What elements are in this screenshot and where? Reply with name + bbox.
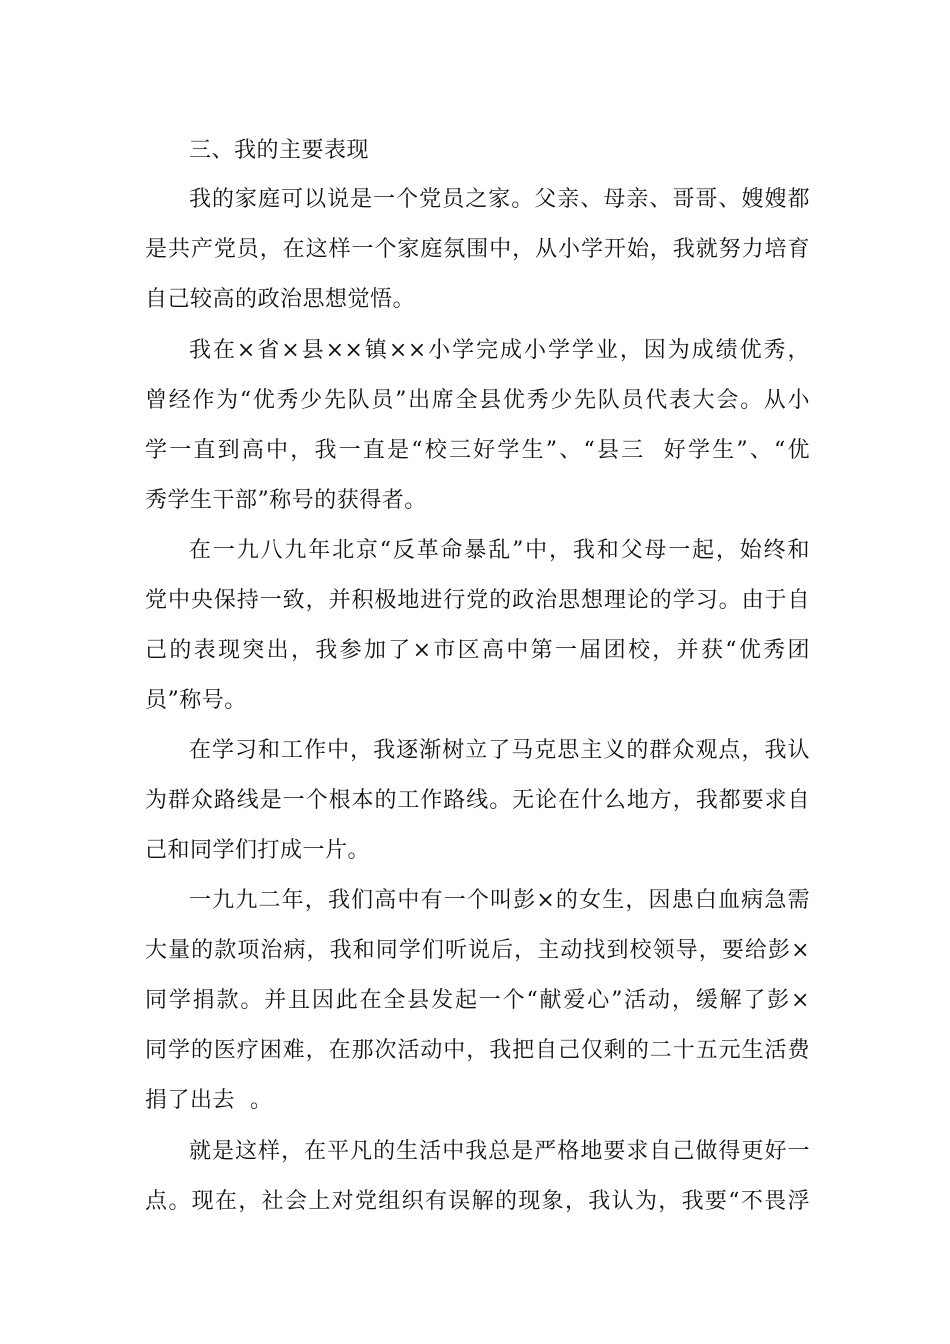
paragraph-3-line-4: 员”称号。: [145, 688, 247, 713]
section-heading: 三、我的主要表现: [189, 138, 370, 163]
paragraph-5-line-2: 大量的款项治病，我和同学们听说后，主动找到校领导，要给彭×: [145, 938, 810, 963]
paragraph-5-line-4: 同学的医疗困难，在那次活动中，我把自己仅剩的二十五元生活费: [145, 1038, 810, 1063]
paragraph-3-line-3: 己的表现突出，我参加了×市区高中第一届团校，并获“优秀团: [145, 638, 810, 663]
paragraph-2-line-3: 学一直到高中，我一直是“校三好学生”、“县三 好学生”、“优: [145, 438, 810, 463]
paragraph-2-line-1: 我在×省×县××镇××小学完成小学学业，因为成绩优秀，: [189, 338, 810, 363]
paragraph-6-line-1: 就是这样，在平凡的生活中我总是严格地要求自己做得更好一: [189, 1139, 810, 1164]
paragraph-3-line-2: 党中央保持一致，并积极地进行党的政治思想理论的学习。由于自: [145, 588, 810, 613]
paragraph-1-line-2: 是共产党员，在这样一个家庭氛围中，从小学开始，我就努力培育: [145, 237, 810, 262]
paragraph-2-line-2: 曾经作为“优秀少先队员”出席全县优秀少先队员代表大会。从小: [145, 388, 810, 413]
paragraph-5-line-5: 捐了出去 。: [145, 1088, 273, 1113]
paragraph-1-line-3: 自己较高的政治思想觉悟。: [145, 287, 416, 312]
paragraph-5-line-3: 同学捐款。并且因此在全县发起一个“献爱心”活动，缓解了彭×: [145, 988, 810, 1013]
paragraph-6-line-2: 点。现在，社会上对党组织有误解的现象，我认为，我要“不畏浮: [145, 1189, 810, 1214]
paragraph-4-line-1: 在学习和工作中，我逐渐树立了马克思主义的群众观点，我认: [189, 738, 810, 763]
paragraph-1-line-1: 我的家庭可以说是一个党员之家。父亲、母亲、哥哥、嫂嫂都: [189, 187, 810, 212]
paragraph-3-line-1: 在一九八九年北京“反革命暴乱”中，我和父母一起，始终和: [189, 538, 810, 563]
paragraph-2-line-4: 秀学生干部”称号的获得者。: [145, 488, 427, 513]
paragraph-4-line-3: 己和同学们打成一片。: [145, 838, 371, 863]
paragraph-5-line-1: 一九九二年，我们高中有一个叫彭×的女生，因患白血病急需: [189, 888, 810, 913]
paragraph-4-line-2: 为群众路线是一个根本的工作路线。无论在什么地方，我都要求自: [145, 788, 810, 813]
